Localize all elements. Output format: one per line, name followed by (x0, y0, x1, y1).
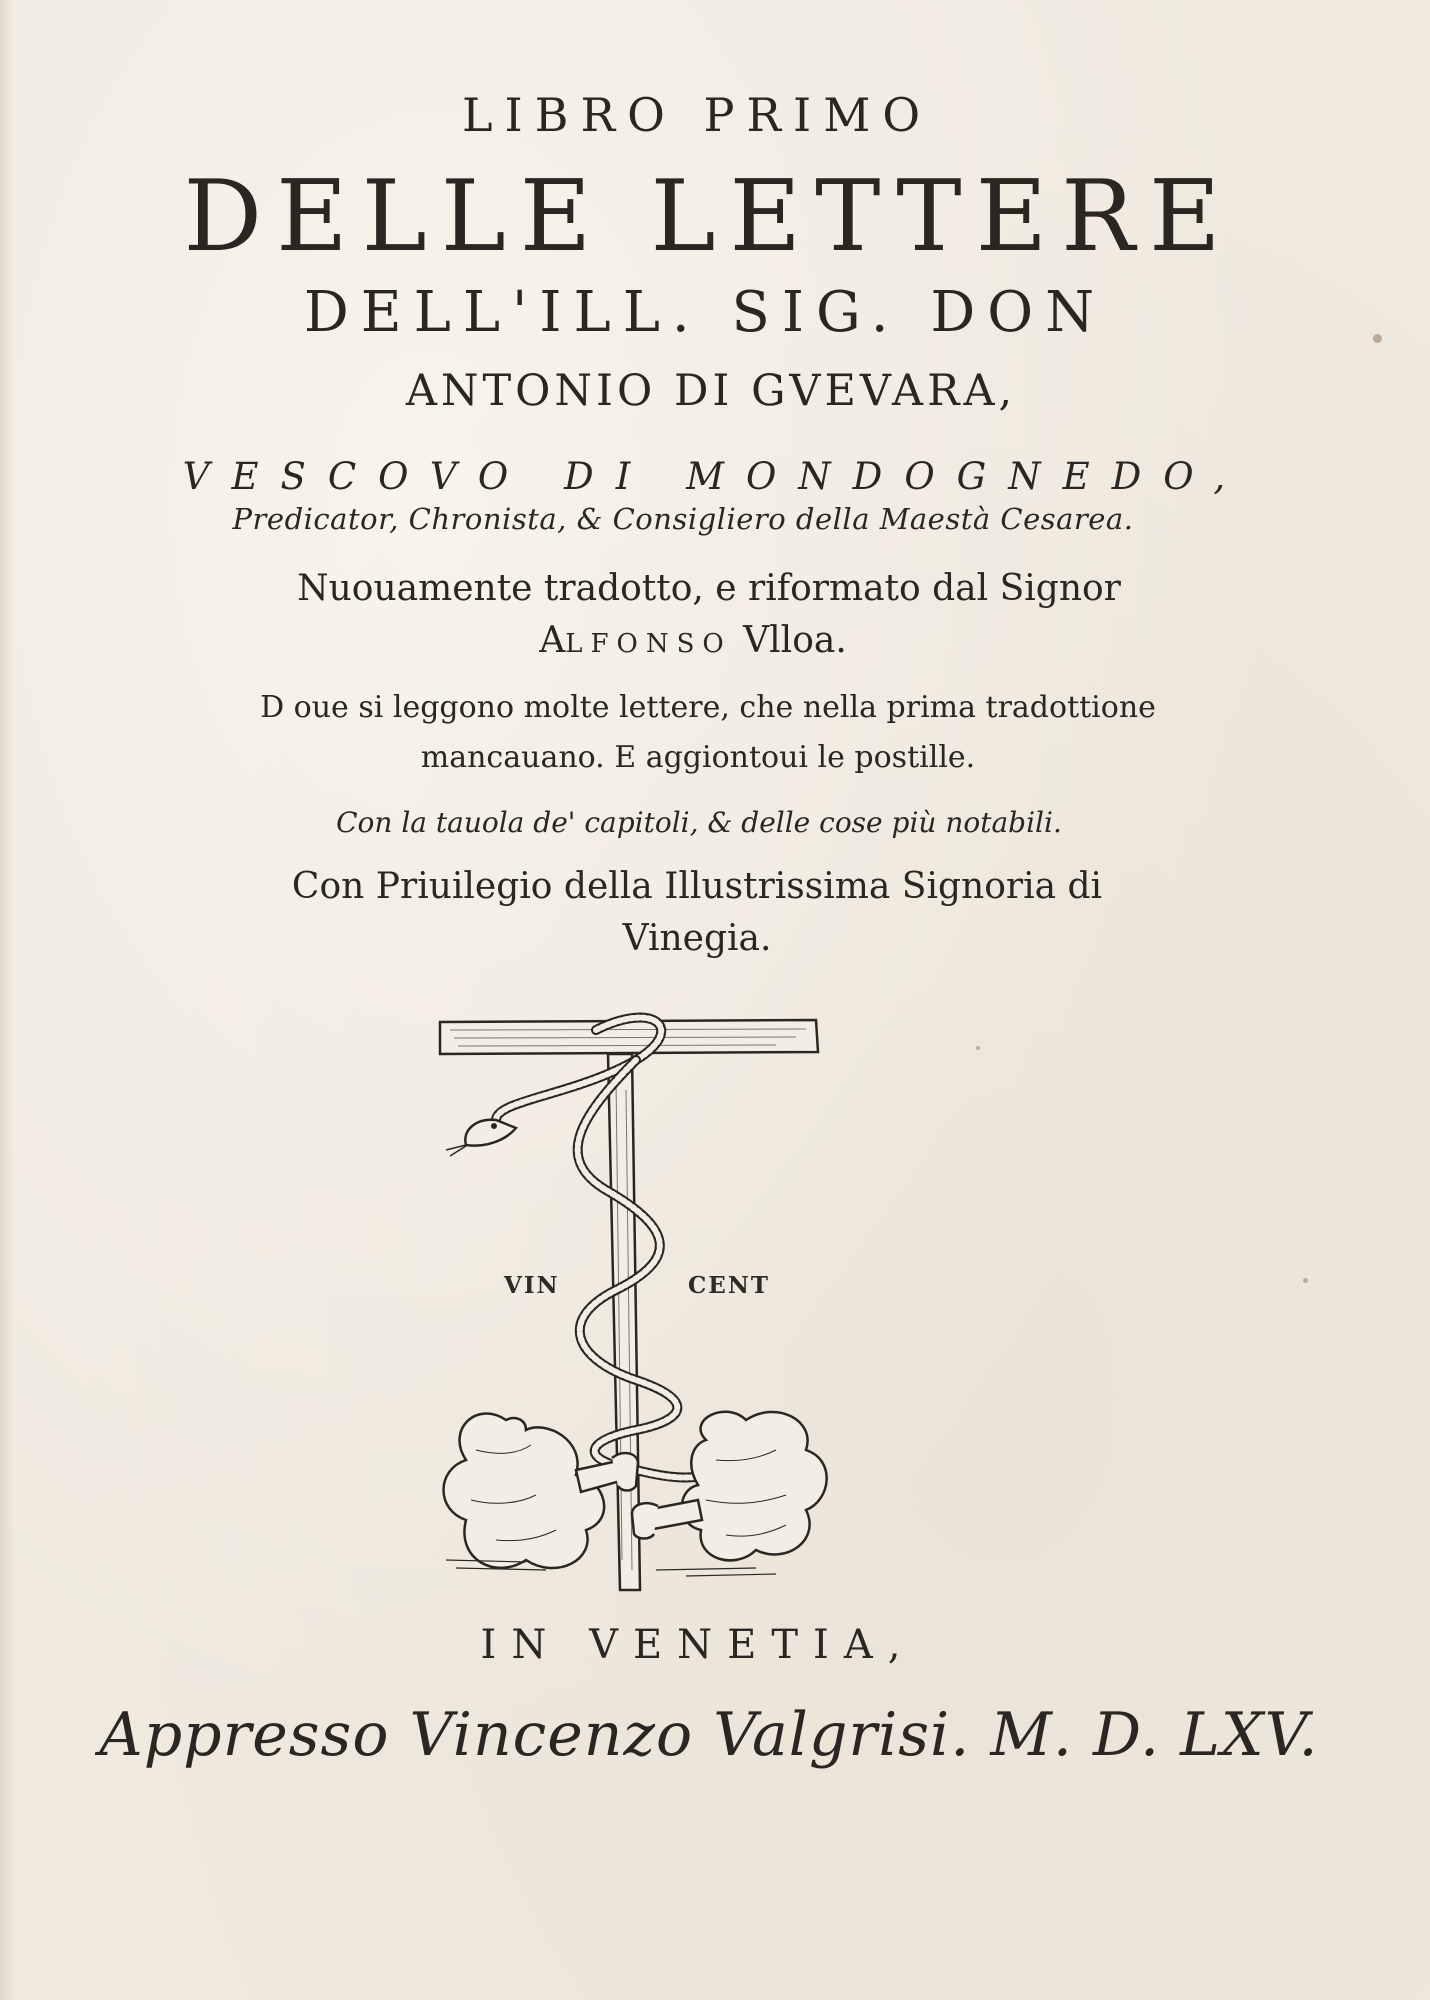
heading-dell-ill-sig-don: DELL'ILL. SIG. DON (303, 280, 1107, 345)
heading-delle-lettere: DELLE LETTERE (183, 160, 1235, 274)
index-note: Con la tauola de' capitoli, & delle cose più notabili. (336, 806, 1062, 839)
contents-note-line2: mancauano. E aggiontoui le postille. (420, 740, 976, 775)
serpent-icon (446, 1018, 726, 1478)
motto-cent: CENT (688, 1272, 770, 1299)
foxing-spot (976, 1046, 980, 1050)
translator-name (0, 620, 1408, 661)
translator-initial: A (539, 620, 566, 661)
author-name: ANTONIO DI GVEVARA, (405, 366, 1017, 416)
imprint-printer-date: Appresso Vincenzo Valgrisi. M. D. LXV. (99, 1700, 1319, 1770)
privilege-line1: Con Priuilegio della Illustrissima Signoria di (291, 866, 1103, 907)
author-title-vescovo: VESCOVO DI MONDOGNEDO, (182, 455, 1248, 498)
author-offices: Predicator, Chronista, & Consigliero della Maestà Cesarea. (232, 502, 1134, 536)
cloud-hand-right-icon (632, 1412, 827, 1561)
contents-note-line1: D oue si leggono molte lettere, che nella prima tradottione (260, 690, 1156, 725)
printers-device-woodcut (436, 1000, 836, 1600)
motto-vin: VIN (504, 1272, 560, 1299)
privilege-line2: Vinegia. (622, 918, 772, 959)
heading-libro-primo: LIBRO PRIMO (461, 88, 933, 142)
translator-name-spaced: LFONSO (565, 629, 732, 659)
foxing-spot (1303, 1278, 1308, 1283)
translation-note: Nuouamente tradotto, e riformato dal Signor (297, 568, 1121, 609)
imprint-place: IN VENETIA, (480, 1622, 916, 1668)
translator-surname: Vlloa. (743, 620, 847, 661)
